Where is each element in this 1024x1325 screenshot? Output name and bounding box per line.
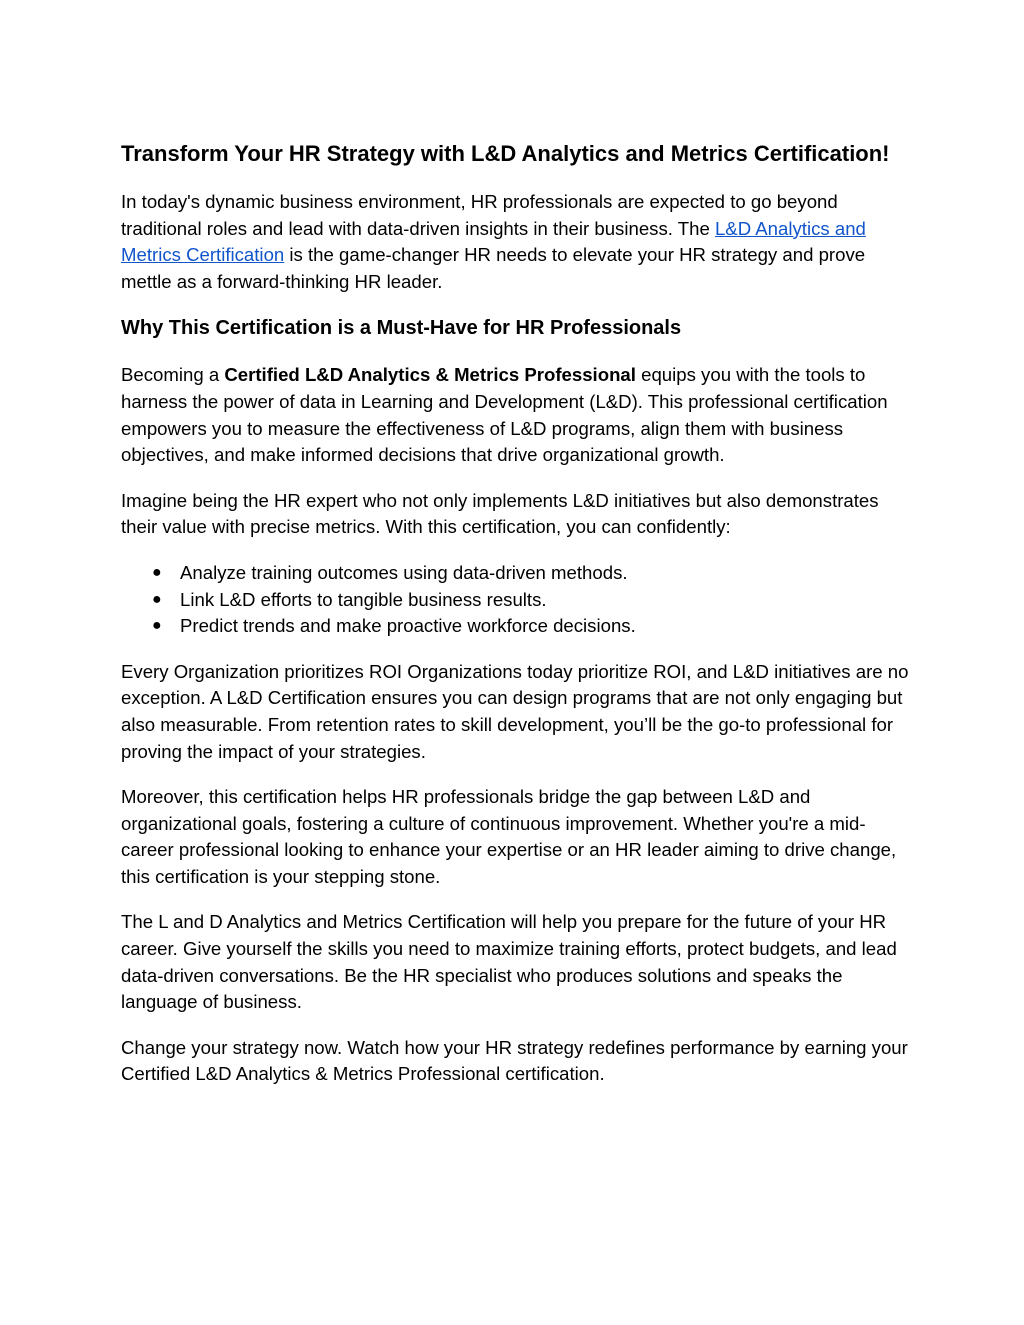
change-paragraph: Change your strategy now. Watch how your HR strategy redefines performance by earning your Certified L&D Analytics & Metrics Professional certification. (121, 1036, 908, 1085)
document-page (121, 138, 911, 1107)
bullet-icon: ● (152, 590, 162, 608)
future-paragraph: The L and D Analytics and Metrics Certification will help you prepare for the future of your HR career. Give yourself the skills you need to maximize training efforts, protect budgets, and lead data-driven conversations. Be the HR specialist who produces solutions and speaks the language of business. (121, 911, 897, 1013)
moreover-paragraph: Moreover, this certification helps HR professionals bridge the gap between L&D and organizational goals, fostering a culture of continuous improvement. Whether you're a mid-career professional looking to enhance your expertise or an HR leader aiming to drive change, this certification is your stepping stone. (121, 786, 897, 887)
imagine-paragraph: Imagine being the HR expert who not only implements L&D initiatives but also demonstrates their value with precise metrics. With this certification, you can confidently: (121, 489, 879, 538)
roi-paragraph: Every Organization prioritizes ROI Organizations today prioritize ROI, and L&D initiatives are no exception. A L&D Certification ensures you can design programs that are not only engaging but also measurable. From retention rates to skill development, you’ll be the go-to professional for proving the impact of your strategies. (121, 660, 909, 762)
list-item (121, 613, 911, 640)
list-item-text: Link L&D efforts to tangible business results. (180, 588, 547, 610)
list-item (121, 560, 911, 587)
intro-text-before: In today's dynamic business environment, HR professionals are expected to go beyond traditional roles and lead with data-driven insights in their business. The (121, 191, 838, 239)
intro-text-after: is the game-changer HR needs to elevate your HR strategy and prove mettle as a forward-thinking HR leader. (121, 244, 866, 292)
section-heading: Why This Certification is a Must-Have for HR Professionals (121, 317, 682, 340)
bullet-icon: ● (152, 617, 162, 635)
becoming-text-after: equips you with the tools to harness the power of data in Learning and Development (L&D). This professional certification empowers you to measure the effectiveness of L&D programs, align them with business objectives, and make informed decisions that drive organizational growth. (121, 364, 888, 466)
certification-name-bold: Certified L&D Analytics & Metrics Professional (224, 364, 636, 386)
intro-paragraph (121, 189, 911, 295)
becoming-paragraph (121, 362, 911, 468)
bullet-icon: ● (152, 563, 162, 581)
benefits-list (121, 560, 911, 640)
certification-link[interactable]: L&D Analytics and Metrics Certification (121, 217, 866, 266)
becoming-text-before: Becoming a (121, 364, 225, 386)
list-item-text: Analyze training outcomes using data-driven methods. (180, 561, 628, 583)
list-item-text: Predict trends and make proactive workforce decisions. (180, 615, 636, 637)
page-title: Transform Your HR Strategy with L&D Analytics and Metrics Certification! (121, 141, 890, 166)
list-item (121, 587, 911, 614)
